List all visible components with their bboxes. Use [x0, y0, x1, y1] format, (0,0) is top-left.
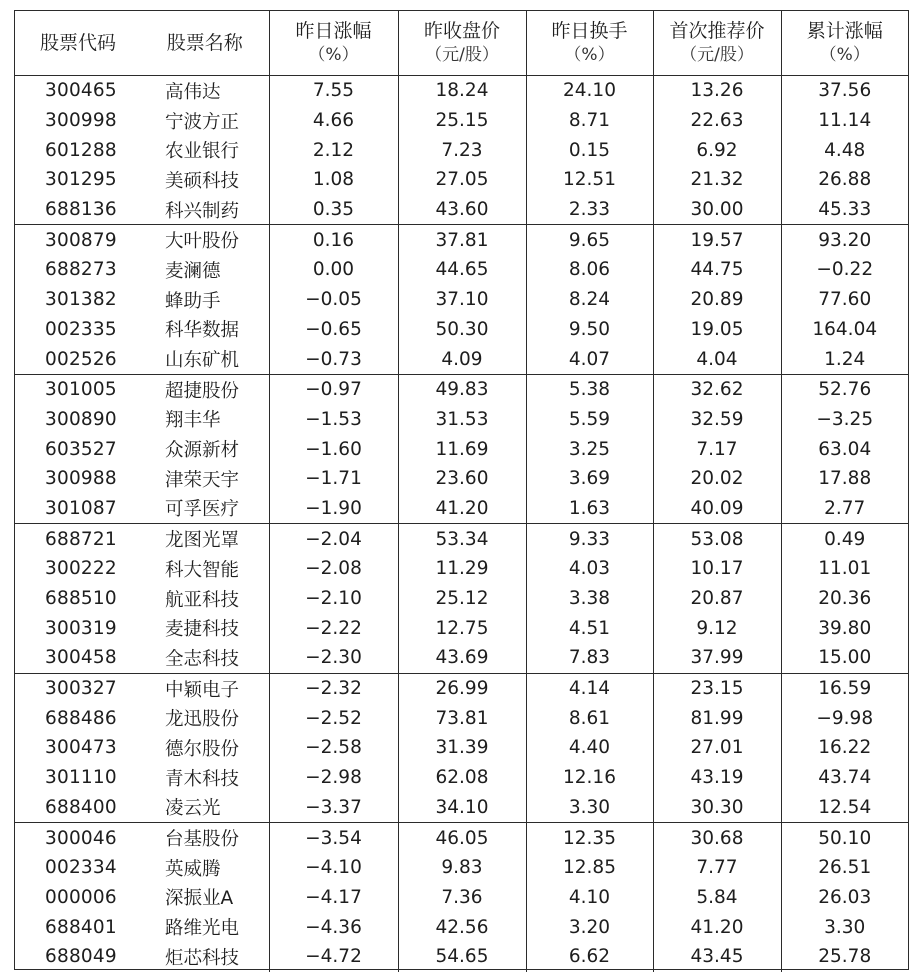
cell-prev-day-change: −0.97: [269, 374, 398, 404]
table-row: [15, 613, 908, 643]
cell-stock-code: 301382: [45, 289, 117, 311]
cell-prev-turnover: 1.63: [526, 494, 653, 524]
cell-prev-turnover: 4.07: [526, 344, 653, 374]
stock-table: [15, 11, 908, 972]
table-row: [15, 912, 908, 942]
cell-prev-close: 42.56: [398, 912, 526, 942]
cell-stock-code: 301110: [45, 767, 117, 789]
cell-stock-code: 688400: [45, 796, 117, 818]
cell-cumulative-change: −9.98: [781, 703, 908, 733]
cell-prev-day-change: 1.08: [269, 165, 398, 195]
cell-cumulative-change: 12.54: [781, 793, 908, 823]
cell-prev-day-change: −1.60: [269, 434, 398, 464]
table-row: [15, 554, 908, 584]
cell-cumulative-change: 3.30: [781, 912, 908, 942]
cell-cumulative-change: 52.76: [781, 374, 908, 404]
cell-stock-name: 翔丰华: [165, 410, 221, 432]
cell-cumulative-change: 11.01: [781, 554, 908, 584]
cell-prev-close: 41.20: [398, 494, 526, 524]
table-row: [15, 793, 908, 823]
cell-stock-code: 300327: [15, 673, 141, 703]
table-row: [15, 883, 908, 913]
header-cumulative-change: 累计涨幅 （%）: [781, 11, 908, 76]
cell-cumulative-change: −3.25: [781, 405, 908, 435]
cell-stock-name: 中颖电子: [141, 673, 269, 703]
cell-prev-day-change: −3.37: [269, 793, 398, 823]
cell-prev-close: 27.05: [398, 165, 526, 195]
cell-cumulative-change: 20.36: [781, 584, 908, 614]
cell-prev-day-change: −4.36: [269, 912, 398, 942]
cell-prev-close: 54.65: [398, 942, 526, 972]
table-row: [15, 823, 908, 853]
cell-cumulative-change: 16.59: [781, 673, 908, 703]
table-row: [15, 374, 908, 404]
cell-stock-name: 深振业A: [165, 888, 234, 910]
cell-stock-name: 众源新材: [165, 440, 240, 462]
cell-stock-name: 麦澜德: [165, 260, 221, 282]
cell-stock-code: 300890: [45, 408, 117, 430]
cell-prev-close: 25.15: [398, 106, 526, 136]
table-row: [15, 524, 908, 554]
cell-stock-code: 002335: [45, 318, 117, 340]
cell-cumulative-change: 1.24: [781, 344, 908, 374]
cell-first-recommend-price: 32.59: [653, 405, 781, 435]
cell-prev-close: 49.83: [398, 374, 526, 404]
cell-first-recommend-price: 30.00: [653, 195, 781, 225]
cell-cumulative-change: −0.22: [781, 255, 908, 285]
cell-cumulative-change: 26.51: [781, 853, 908, 883]
cell-prev-close: 37.81: [398, 225, 526, 255]
cell-prev-day-change: −2.32: [269, 673, 398, 703]
cell-stock-code: 300465: [45, 80, 117, 102]
table-row: [15, 434, 908, 464]
cell-cumulative-change: 0.49: [781, 524, 908, 554]
table-row: [15, 195, 908, 225]
cell-stock-code: 300319: [45, 617, 117, 639]
cell-prev-turnover: 8.06: [526, 255, 653, 285]
header-prev-close: 昨收盘价 （元/股）: [398, 11, 526, 76]
cell-stock-name: 台基股份: [141, 823, 269, 853]
cell-first-recommend-price: 20.02: [653, 464, 781, 494]
cell-stock-code: 601288: [45, 139, 117, 161]
cell-first-recommend-price: 43.45: [653, 942, 781, 972]
cell-prev-day-change: −2.58: [269, 733, 398, 763]
cell-first-recommend-price: 7.17: [653, 434, 781, 464]
cell-first-recommend-price: 19.57: [653, 225, 781, 255]
cell-prev-day-change: 0.00: [269, 255, 398, 285]
cell-prev-turnover: 4.10: [526, 883, 653, 913]
table-row: [15, 106, 908, 136]
header-unit: （元/股）: [425, 45, 499, 65]
cell-prev-day-change: 2.12: [269, 135, 398, 165]
stock-table-frame: [14, 10, 909, 970]
cell-prev-turnover: 12.16: [526, 763, 653, 793]
cell-stock-name: 山东矿机: [165, 350, 240, 372]
cell-cumulative-change: 16.22: [781, 733, 908, 763]
header-unit: （%）: [564, 45, 615, 65]
cell-prev-day-change: −2.52: [269, 703, 398, 733]
header-first-recommend-price: 首次推荐价 （元/股）: [653, 11, 781, 76]
cell-prev-close: 4.09: [398, 344, 526, 374]
cell-prev-day-change: −2.30: [269, 643, 398, 673]
cell-cumulative-change: 15.00: [781, 643, 908, 673]
cell-stock-name: 津荣天宇: [165, 469, 240, 491]
cell-prev-close: 44.65: [398, 255, 526, 285]
cell-cumulative-change: 50.10: [781, 823, 908, 853]
cell-prev-close: 50.30: [398, 315, 526, 345]
cell-prev-day-change: −4.10: [269, 853, 398, 883]
cell-prev-day-change: −2.22: [269, 613, 398, 643]
cell-stock-name: 科华数据: [165, 320, 240, 342]
table-row: [15, 255, 908, 285]
cell-prev-close: 73.81: [398, 703, 526, 733]
cell-prev-day-change: −3.54: [269, 823, 398, 853]
cell-prev-turnover: 24.10: [526, 76, 653, 106]
cell-first-recommend-price: 19.05: [653, 315, 781, 345]
cell-cumulative-change: 25.78: [781, 942, 908, 972]
cell-first-recommend-price: 81.99: [653, 703, 781, 733]
cell-stock-code: 300988: [45, 468, 117, 490]
cell-first-recommend-price: 37.99: [653, 643, 781, 673]
cell-stock-code: 300046: [15, 823, 141, 853]
cell-prev-close: 9.83: [398, 853, 526, 883]
cell-prev-close: 31.53: [398, 405, 526, 435]
cell-prev-day-change: −0.05: [269, 285, 398, 315]
cell-stock-name: 凌云光: [165, 798, 221, 820]
cell-stock-name: 路维光电: [165, 918, 240, 940]
cell-first-recommend-price: 30.30: [653, 793, 781, 823]
cell-cumulative-change: 63.04: [781, 434, 908, 464]
cell-stock-name: 炬芯科技: [165, 947, 240, 969]
table-row: [15, 763, 908, 793]
cell-stock-name: 青木科技: [165, 768, 240, 790]
cell-stock-code: 300222: [45, 558, 117, 580]
cell-prev-close: 18.24: [398, 76, 526, 106]
cell-stock-name: 全志科技: [165, 648, 240, 670]
cell-prev-day-change: −2.10: [269, 584, 398, 614]
cell-prev-day-change: −2.98: [269, 763, 398, 793]
cell-cumulative-change: 39.80: [781, 613, 908, 643]
header-prev-day-change: 昨日涨幅 （%）: [269, 11, 398, 76]
cell-prev-turnover: 0.15: [526, 135, 653, 165]
cell-stock-code: 603527: [45, 438, 117, 460]
cell-cumulative-change: 37.56: [781, 76, 908, 106]
cell-prev-day-change: 0.35: [269, 195, 398, 225]
cell-cumulative-change: 2.77: [781, 494, 908, 524]
cell-stock-name: 龙图光罩: [141, 524, 269, 554]
cell-stock-code: 688510: [45, 588, 117, 610]
cell-stock-code: 300998: [45, 110, 117, 132]
cell-cumulative-change: 43.74: [781, 763, 908, 793]
cell-prev-turnover: 4.03: [526, 554, 653, 584]
table-row: [15, 405, 908, 435]
cell-first-recommend-price: 32.62: [653, 374, 781, 404]
table-row: [15, 942, 908, 972]
table-row: [15, 853, 908, 883]
cell-prev-day-change: 0.16: [269, 225, 398, 255]
cell-prev-close: 12.75: [398, 613, 526, 643]
cell-stock-name: 高伟达: [165, 81, 221, 103]
cell-prev-close: 7.36: [398, 883, 526, 913]
cell-prev-turnover: 4.40: [526, 733, 653, 763]
cell-prev-turnover: 7.83: [526, 643, 653, 673]
cell-prev-day-change: 4.66: [269, 106, 398, 136]
cell-prev-turnover: 8.61: [526, 703, 653, 733]
cell-prev-close: 62.08: [398, 763, 526, 793]
cell-first-recommend-price: 23.15: [653, 673, 781, 703]
table-row: [15, 494, 908, 524]
cell-prev-turnover: 12.85: [526, 853, 653, 883]
cell-cumulative-change: 45.33: [781, 195, 908, 225]
cell-prev-turnover: 3.25: [526, 434, 653, 464]
cell-stock-name: 麦捷科技: [165, 619, 240, 641]
cell-first-recommend-price: 27.01: [653, 733, 781, 763]
cell-cumulative-change: 26.88: [781, 165, 908, 195]
cell-first-recommend-price: 5.84: [653, 883, 781, 913]
cell-prev-turnover: 3.38: [526, 584, 653, 614]
cell-prev-close: 7.23: [398, 135, 526, 165]
cell-first-recommend-price: 20.87: [653, 584, 781, 614]
cell-prev-turnover: 5.59: [526, 405, 653, 435]
cell-prev-turnover: 3.20: [526, 912, 653, 942]
cell-stock-name: 宁波方正: [165, 111, 240, 133]
cell-stock-name: 可孚医疗: [165, 499, 240, 521]
cell-prev-close: 34.10: [398, 793, 526, 823]
cell-stock-name: 英威腾: [165, 858, 221, 880]
header-stock-name: 股票名称: [141, 11, 269, 76]
cell-cumulative-change: 11.14: [781, 106, 908, 136]
cell-stock-code: 688721: [15, 524, 141, 554]
cell-prev-close: 25.12: [398, 584, 526, 614]
cell-stock-code: 300473: [45, 737, 117, 759]
cell-prev-close: 46.05: [398, 823, 526, 853]
table-row: [15, 315, 908, 345]
cell-prev-day-change: −2.04: [269, 524, 398, 554]
table-row: [15, 76, 908, 106]
cell-stock-code: 301087: [45, 497, 117, 519]
cell-prev-close: 37.10: [398, 285, 526, 315]
cell-first-recommend-price: 22.63: [653, 106, 781, 136]
cell-stock-code: 688049: [45, 946, 117, 968]
cell-prev-day-change: −1.53: [269, 405, 398, 435]
cell-prev-day-change: −2.08: [269, 554, 398, 584]
cell-prev-day-change: −4.17: [269, 883, 398, 913]
cell-stock-code: 301295: [45, 169, 117, 191]
cell-stock-name: 科大智能: [165, 559, 240, 581]
cell-stock-code: 688486: [45, 707, 117, 729]
cell-first-recommend-price: 4.04: [653, 344, 781, 374]
cell-stock-name: 龙迅股份: [165, 709, 240, 731]
cell-stock-code: 002334: [45, 857, 117, 879]
cell-prev-turnover: 4.14: [526, 673, 653, 703]
header-stock-code: 股票代码: [15, 11, 141, 76]
table-row: [15, 285, 908, 315]
cell-prev-turnover: 12.51: [526, 165, 653, 195]
cell-stock-name: 超捷股份: [141, 374, 269, 404]
cell-stock-name: 科兴制药: [165, 200, 240, 222]
header-unit: （%）: [819, 45, 870, 65]
cell-first-recommend-price: 30.68: [653, 823, 781, 853]
cell-prev-day-change: −1.71: [269, 464, 398, 494]
cell-prev-close: 43.69: [398, 643, 526, 673]
cell-cumulative-change: 26.03: [781, 883, 908, 913]
header-prev-turnover: 昨日换手 （%）: [526, 11, 653, 76]
cell-prev-turnover: 12.35: [526, 823, 653, 853]
cell-stock-code: 002526: [45, 348, 117, 370]
cell-prev-close: 43.60: [398, 195, 526, 225]
cell-prev-turnover: 9.65: [526, 225, 653, 255]
cell-prev-day-change: −0.73: [269, 344, 398, 374]
cell-stock-code: 000006: [45, 886, 117, 908]
table-row: [15, 673, 908, 703]
cell-prev-day-change: −1.90: [269, 494, 398, 524]
cell-prev-close: 11.69: [398, 434, 526, 464]
cell-prev-close: 11.29: [398, 554, 526, 584]
table-body: [15, 76, 908, 972]
cell-stock-code: 688273: [45, 259, 117, 281]
cell-first-recommend-price: 41.20: [653, 912, 781, 942]
cell-first-recommend-price: 7.77: [653, 853, 781, 883]
table-row: [15, 225, 908, 255]
cell-cumulative-change: 77.60: [781, 285, 908, 315]
cell-first-recommend-price: 21.32: [653, 165, 781, 195]
table-row: [15, 584, 908, 614]
cell-first-recommend-price: 9.12: [653, 613, 781, 643]
header-unit: （%）: [308, 45, 359, 65]
table-row: [15, 643, 908, 673]
cell-prev-turnover: 5.38: [526, 374, 653, 404]
cell-stock-name: 蜂助手: [165, 290, 221, 312]
table-row: [15, 344, 908, 374]
cell-stock-code: 688136: [45, 199, 117, 221]
header-unit: （元/股）: [680, 45, 754, 65]
table-row: [15, 135, 908, 165]
cell-first-recommend-price: 40.09: [653, 494, 781, 524]
cell-prev-turnover: 4.51: [526, 613, 653, 643]
cell-prev-turnover: 8.71: [526, 106, 653, 136]
cell-prev-close: 53.34: [398, 524, 526, 554]
table-row: [15, 703, 908, 733]
cell-prev-day-change: −4.72: [269, 942, 398, 972]
cell-stock-code: 300458: [45, 647, 117, 669]
table-row: [15, 464, 908, 494]
cell-first-recommend-price: 6.92: [653, 135, 781, 165]
cell-first-recommend-price: 20.89: [653, 285, 781, 315]
cell-prev-turnover: 9.33: [526, 524, 653, 554]
cell-stock-name: 农业银行: [165, 141, 240, 163]
cell-prev-close: 26.99: [398, 673, 526, 703]
cell-first-recommend-price: 10.17: [653, 554, 781, 584]
cell-stock-code: 300879: [15, 225, 141, 255]
table-row: [15, 165, 908, 195]
cell-stock-name: 美硕科技: [165, 170, 240, 192]
cell-stock-code: 301005: [15, 374, 141, 404]
cell-prev-close: 31.39: [398, 733, 526, 763]
cell-stock-name: 德尔股份: [165, 738, 240, 760]
cell-cumulative-change: 4.48: [781, 135, 908, 165]
cell-prev-turnover: 2.33: [526, 195, 653, 225]
cell-prev-turnover: 8.24: [526, 285, 653, 315]
cell-cumulative-change: 17.88: [781, 464, 908, 494]
cell-first-recommend-price: 44.75: [653, 255, 781, 285]
cell-prev-turnover: 3.69: [526, 464, 653, 494]
cell-prev-turnover: 6.62: [526, 942, 653, 972]
cell-prev-day-change: 7.55: [269, 76, 398, 106]
cell-first-recommend-price: 43.19: [653, 763, 781, 793]
header-row: [15, 11, 908, 76]
cell-stock-name: 大叶股份: [141, 225, 269, 255]
cell-prev-turnover: 3.30: [526, 793, 653, 823]
table-row: [15, 733, 908, 763]
cell-stock-code: 688401: [45, 916, 117, 938]
cell-cumulative-change: 93.20: [781, 225, 908, 255]
cell-cumulative-change: 164.04: [781, 315, 908, 345]
cell-prev-close: 23.60: [398, 464, 526, 494]
cell-prev-turnover: 9.50: [526, 315, 653, 345]
cell-first-recommend-price: 13.26: [653, 76, 781, 106]
cell-stock-name: 航亚科技: [165, 589, 240, 611]
cell-prev-day-change: −0.65: [269, 315, 398, 345]
cell-first-recommend-price: 53.08: [653, 524, 781, 554]
